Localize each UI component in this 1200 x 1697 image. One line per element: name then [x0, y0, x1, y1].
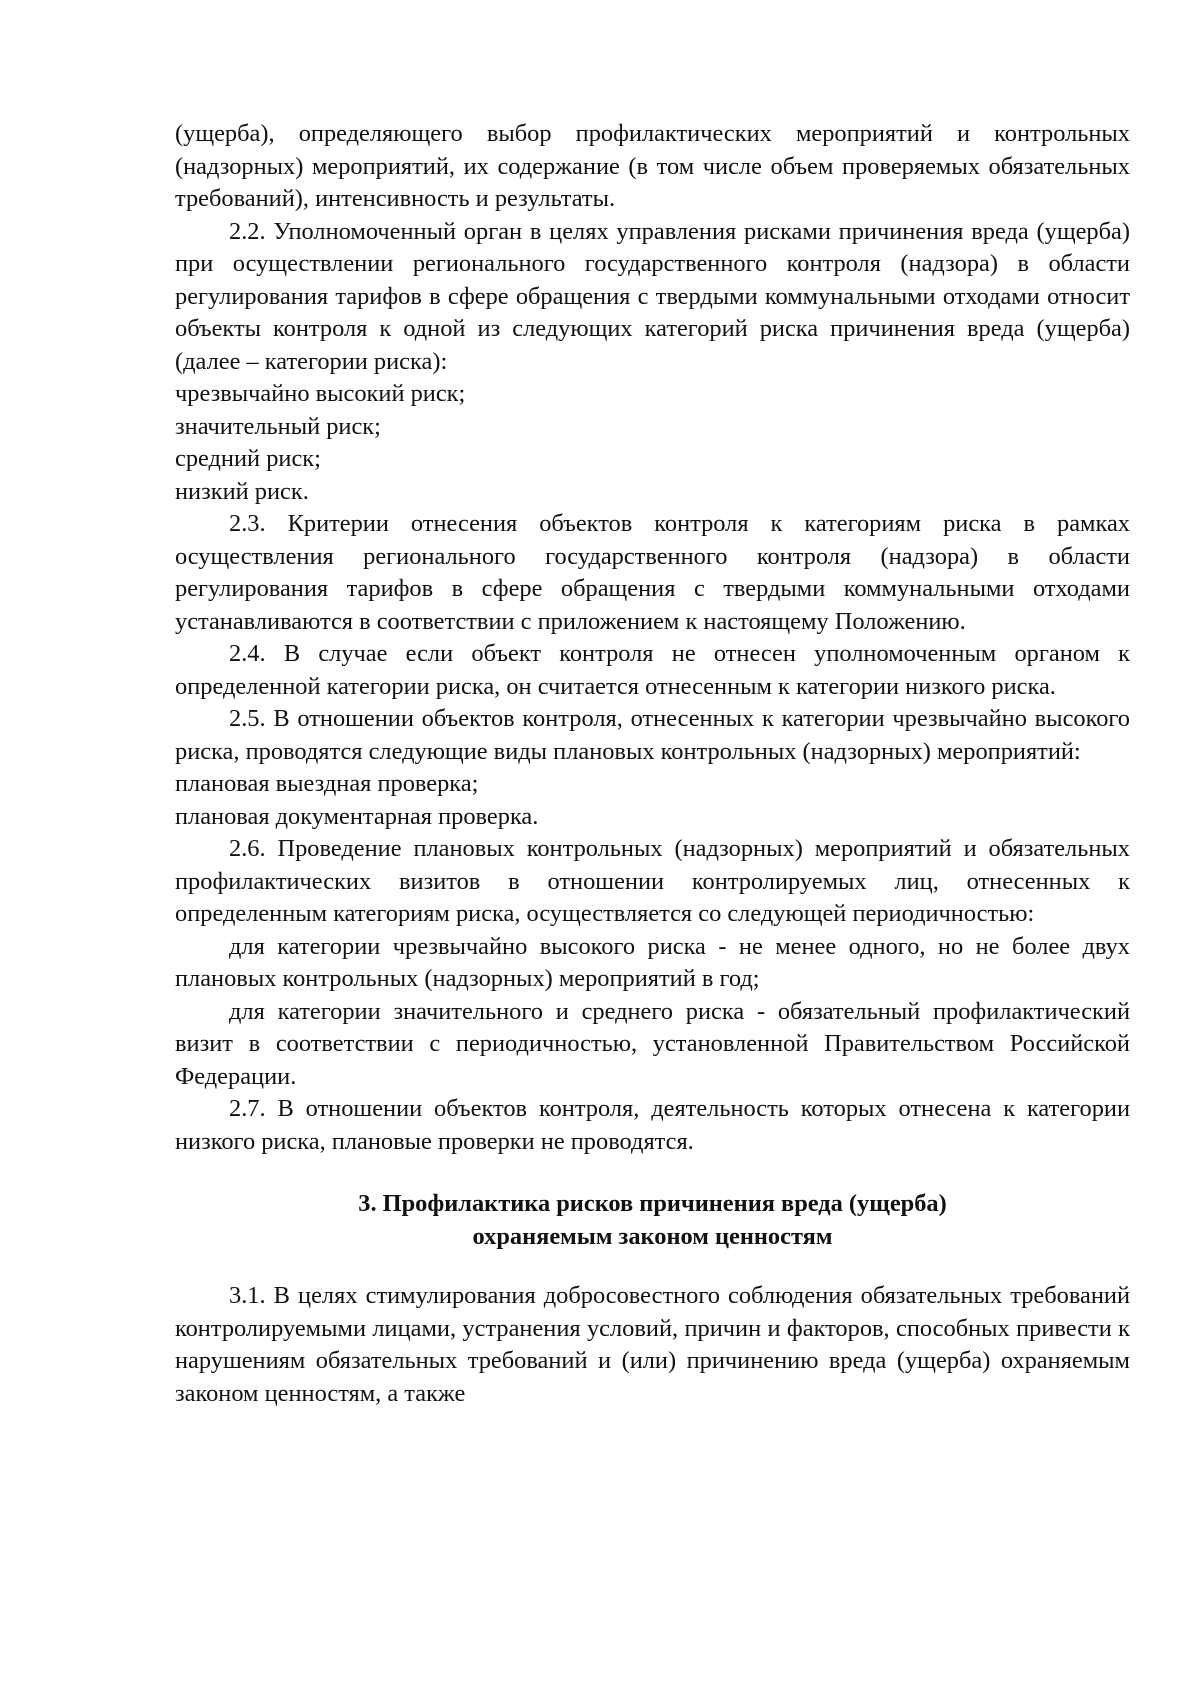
- paragraph-3-1: 3.1. В целях стимулирования добросовестного соблюдения обязательных требований контролируемыми лицами, устранения условий, причин и факторов, способных привести к нарушениям обязательных требований и (или) причинению вреда (ущерба) охраняемым законом ценностям, а также: [175, 1282, 1130, 1407]
- paragraph-2-5: 2.5. В отношении объектов контроля, отнесенных к категории чрезвычайно высокого риска, проводятся следующие виды плановых контрольных (надзорных) мероприятий:: [175, 705, 1130, 765]
- risk-category-item: средний риск;: [175, 445, 321, 472]
- section-3-heading: [175, 1188, 1130, 1253]
- inspection-type-item: плановая выездная проверка;: [175, 770, 479, 797]
- paragraph-2-7: 2.7. В отношении объектов контроля, деятельность которых отнесена к категории низкого риска, плановые проверки не проводятся.: [175, 1095, 1130, 1155]
- paragraph-2-6-a: для категории чрезвычайно высокого риска - не менее одного, но не более двух плановых контрольных (надзорных) мероприятий в год;: [175, 932, 1130, 992]
- risk-category-item: чрезвычайно высокий риск;: [175, 380, 466, 407]
- paragraph-2-6: 2.6. Проведение плановых контрольных (надзорных) мероприятий и обязательных профилактических визитов в отношении контролируемых лиц, отнесенных к определенным категориям риска, осуществляется со следующей периодичностью:: [175, 835, 1130, 927]
- section-3-heading-line-1: 3. Профилактика рисков причинения вреда (ущерба): [358, 1190, 947, 1217]
- document-body: [175, 118, 1130, 1410]
- paragraph-2-3: 2.3. Критерии отнесения объектов контроля к категориям риска в рамках осуществления регионального государственного контроля (надзора) в области регулирования тарифов в сфере обращения с твердыми коммунальными отходами устанавливаются в соответствии с приложением к настоящему Положению.: [175, 510, 1130, 635]
- paragraph-continuation: (ущерба), определяющего выбор профилактических мероприятий и контрольных (надзорных) мероприятий, их содержание (в том числе объем проверяемых обязательных требований), интенсивность и результаты.: [175, 120, 1130, 212]
- risk-category-item: значительный риск;: [175, 412, 381, 440]
- inspection-type-item: плановая документарная проверка.: [175, 802, 539, 830]
- risk-category-item: низкий риск.: [175, 477, 309, 505]
- paragraph-2-6-b: для категории значительного и среднего риска - обязательный профилактический визит в соответствии с периодичностью, установленной Правительством Российской Федерации.: [175, 997, 1130, 1090]
- paragraph-2-2: 2.2. Уполномоченный орган в целях управления рисками причинения вреда (ущерба) при осуществлении регионального государственного контроля (надзора) в области регулирования тарифов в сфере обращения с твердыми коммунальными отходами относит объекты контроля к одной из следующих категорий риска причинения вреда (ущерба) (далее – категории риска):: [175, 217, 1130, 375]
- paragraph-2-4: 2.4. В случае если объект контроля не отнесен уполномоченным органом к определенной категории риска, он считается отнесенным к категории низкого риска.: [175, 640, 1130, 700]
- section-3-heading-line-2: охраняемым законом ценностям: [472, 1222, 833, 1250]
